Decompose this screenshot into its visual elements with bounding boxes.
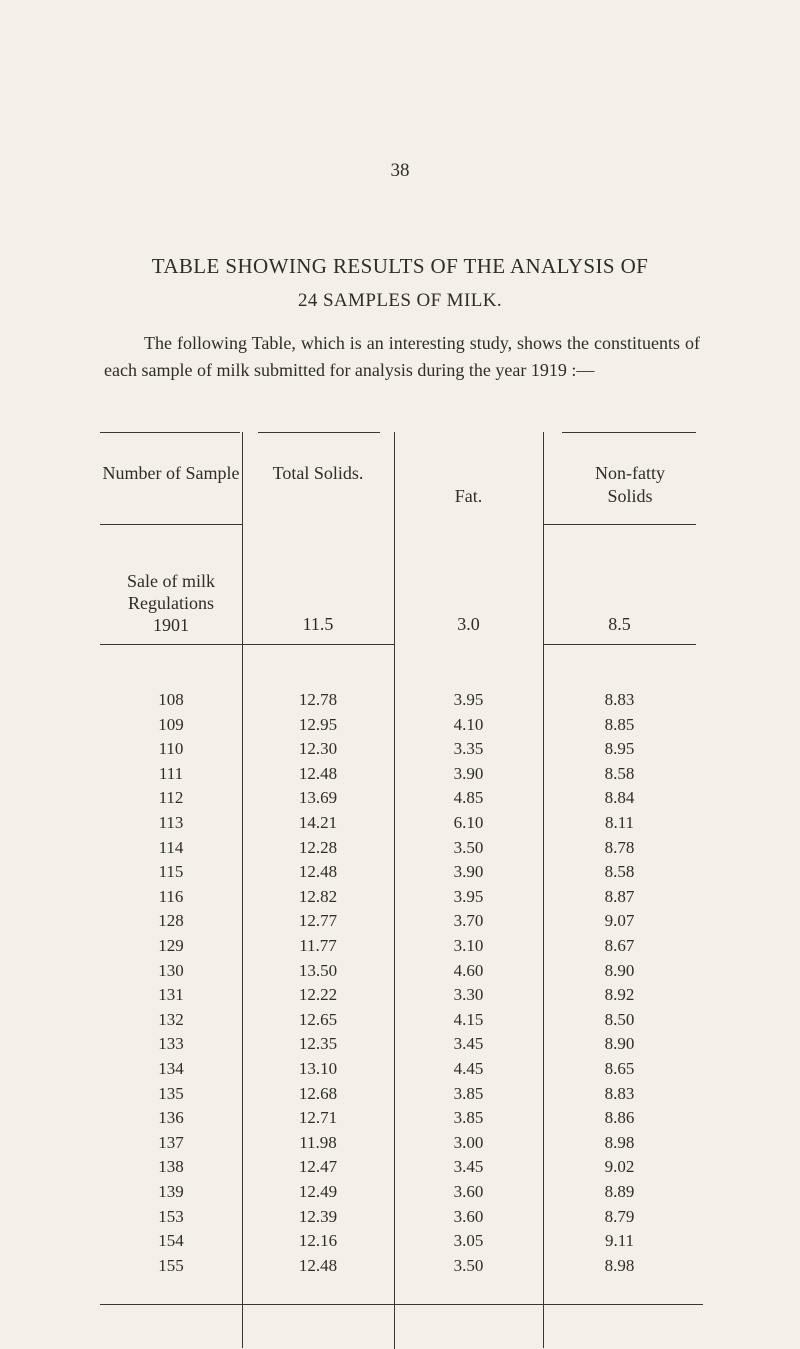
cell-sample-number: 111: [158, 763, 184, 783]
cell-total-solids: 12.35: [298, 1034, 338, 1054]
cell-sample-number: 109: [158, 714, 184, 734]
cell-total-solids: 12.65: [298, 1009, 338, 1029]
cell-fat: 3.60: [453, 1182, 484, 1201]
cell-total-solids: 12.48: [298, 1255, 338, 1275]
cell-sample-number: 136: [158, 1108, 184, 1128]
cell-fat: 3.35: [453, 739, 484, 759]
cell-fat: 4.60: [453, 960, 484, 980]
cell-sample-number: 137: [158, 1132, 184, 1152]
cell-fat: 3.10: [453, 936, 484, 955]
cell-non-fatty-solids: 8.79: [604, 1206, 635, 1226]
cell-sample-number: 155: [158, 1255, 184, 1275]
cell-non-fatty-solids: 9.02: [604, 1157, 635, 1177]
header-top-rule: [562, 432, 696, 433]
cell-fat: 3.95: [453, 886, 484, 906]
cell-fat: 6.10: [453, 813, 484, 832]
cell-total-solids: 12.48: [298, 763, 338, 783]
cell-non-fatty-solids: 8.58: [604, 862, 635, 882]
cell-non-fatty-solids: 8.89: [604, 1182, 635, 1201]
cell-non-fatty-solids: 8.92: [604, 985, 635, 1005]
cell-total-solids: 12.49: [298, 1182, 338, 1201]
cell-total-solids: 12.68: [298, 1083, 338, 1103]
cell-sample-number: 110: [158, 739, 184, 759]
regulations-label-line: Sale of milk: [127, 571, 215, 591]
cell-total-solids: 12.22: [298, 985, 338, 1005]
cell-sample-number: 114: [158, 837, 184, 857]
header-bottom-rule: [100, 524, 242, 525]
cell-fat: 3.90: [453, 862, 484, 882]
cell-non-fatty-solids: 8.85: [604, 714, 635, 734]
cell-total-solids: 12.78: [298, 690, 338, 709]
regulations-bottom-rule: [100, 644, 242, 645]
cell-total-solids: 13.10: [298, 1059, 338, 1078]
cell-fat: 4.85: [453, 788, 484, 808]
regulations-label-line: 1901: [153, 615, 189, 635]
regulations-fat: 3.0: [457, 614, 480, 634]
cell-sample-number: 116: [158, 886, 184, 906]
cell-fat: 3.30: [453, 985, 484, 1005]
cell-fat: 4.45: [453, 1059, 484, 1078]
cell-total-solids: 12.71: [298, 1108, 338, 1128]
cell-non-fatty-solids: 8.90: [604, 960, 635, 980]
regulations-bottom-rule: [242, 644, 394, 645]
cell-non-fatty-solids: 8.67: [604, 936, 635, 955]
cell-total-solids: 12.48: [298, 862, 338, 882]
cell-sample-number: 108: [158, 690, 184, 709]
cell-sample-number: 134: [158, 1059, 184, 1078]
cell-fat: 3.85: [453, 1083, 484, 1103]
cell-non-fatty-solids: 9.07: [604, 911, 635, 931]
cell-fat: 4.10: [453, 714, 484, 734]
cell-sample-number: 132: [158, 1009, 184, 1029]
cell-total-solids: 14.21: [298, 813, 338, 832]
cell-fat: 3.60: [453, 1206, 484, 1226]
table-title: TABLE SHOWING RESULTS OF THE ANALYSIS OF: [151, 254, 649, 278]
cell-total-solids: 12.77: [298, 911, 338, 931]
regulations-total-solids: 11.5: [302, 614, 334, 634]
cell-sample-number: 128: [158, 911, 184, 931]
cell-fat: 3.00: [453, 1132, 484, 1152]
cell-total-solids: 11.98: [299, 1132, 337, 1152]
cell-sample-number: 133: [158, 1034, 184, 1054]
cell-fat: 3.50: [453, 1255, 484, 1275]
cell-non-fatty-solids: 8.86: [604, 1108, 635, 1128]
cell-non-fatty-solids: 8.83: [604, 690, 635, 709]
cell-total-solids: 12.39: [298, 1206, 338, 1226]
cell-fat: 3.70: [453, 911, 484, 931]
table-bottom-rule: [242, 1304, 394, 1305]
cell-total-solids: 13.69: [298, 788, 338, 808]
cell-total-solids: 12.30: [298, 739, 338, 759]
cell-non-fatty-solids: 8.58: [604, 763, 635, 783]
cell-non-fatty-solids: 8.95: [604, 739, 635, 759]
cell-total-solids: 12.28: [298, 837, 338, 857]
page-number: 38: [390, 160, 410, 181]
cell-fat: 3.95: [453, 690, 484, 709]
cell-fat: 3.85: [453, 1108, 484, 1128]
cell-total-solids: 12.95: [298, 714, 338, 734]
cell-sample-number: 129: [158, 936, 184, 955]
header-top-rule: [258, 432, 380, 433]
cell-non-fatty-solids: 8.98: [604, 1255, 635, 1275]
cell-fat: 3.50: [453, 837, 484, 857]
cell-non-fatty-solids: 8.78: [604, 837, 635, 857]
cell-sample-number: 139: [158, 1182, 184, 1201]
cell-total-solids: 12.47: [298, 1157, 338, 1177]
cell-sample-number: 153: [158, 1206, 184, 1226]
cell-sample-number: 115: [158, 862, 184, 882]
cell-fat: 3.45: [453, 1157, 484, 1177]
header-sample: Number of Sample: [102, 463, 240, 483]
cell-sample-number: 154: [158, 1231, 184, 1251]
header-non-fatty-solids: Non-fatty Solids: [595, 463, 665, 506]
cell-sample-number: 135: [158, 1083, 184, 1103]
intro-paragraph: The following Table, which is an interesting study, shows the constituents of each sample of milk submitted for analysis during the year 1919 :—: [104, 333, 700, 380]
regulations-label-line: Regulations: [128, 593, 214, 613]
cell-non-fatty-solids: 8.87: [604, 886, 635, 906]
header-bottom-rule: [543, 524, 696, 525]
cell-non-fatty-solids: 8.90: [604, 1034, 635, 1054]
cell-total-solids: 13.50: [298, 960, 338, 980]
cell-non-fatty-solids: 8.11: [604, 813, 635, 832]
cell-sample-number: 131: [158, 985, 184, 1005]
cell-non-fatty-solids: 8.83: [604, 1083, 635, 1103]
regulations-label: [100, 570, 242, 636]
cell-sample-number: 130: [158, 960, 184, 980]
cell-non-fatty-solids: 8.65: [604, 1059, 635, 1078]
cell-total-solids: 12.82: [298, 886, 338, 906]
table-subtitle: 24 SAMPLES OF MILK.: [298, 290, 502, 311]
cell-total-solids: 12.16: [298, 1231, 338, 1251]
cell-non-fatty-solids: 9.11: [604, 1231, 635, 1251]
cell-fat: 3.05: [453, 1231, 484, 1251]
cell-fat: 3.90: [453, 763, 484, 783]
header-total-solids: Total Solids.: [272, 463, 364, 483]
header-fat: Fat.: [454, 486, 483, 506]
cell-total-solids: 11.77: [299, 936, 337, 955]
table-bottom-rule: [543, 1304, 703, 1305]
header-top-rule: [100, 432, 240, 433]
table-bottom-rule: [100, 1304, 242, 1305]
regulations-non-fatty-solids: 8.5: [608, 614, 631, 634]
table-bottom-rule: [394, 1304, 543, 1305]
cell-non-fatty-solids: 8.98: [604, 1132, 635, 1152]
cell-non-fatty-solids: 8.84: [604, 788, 635, 808]
cell-sample-number: 113: [158, 813, 184, 832]
regulations-bottom-rule: [543, 644, 696, 645]
cell-sample-number: 112: [158, 788, 184, 808]
cell-fat: 4.15: [453, 1009, 484, 1029]
cell-sample-number: 138: [158, 1157, 184, 1177]
cell-fat: 3.45: [453, 1034, 484, 1054]
cell-non-fatty-solids: 8.50: [604, 1009, 635, 1029]
